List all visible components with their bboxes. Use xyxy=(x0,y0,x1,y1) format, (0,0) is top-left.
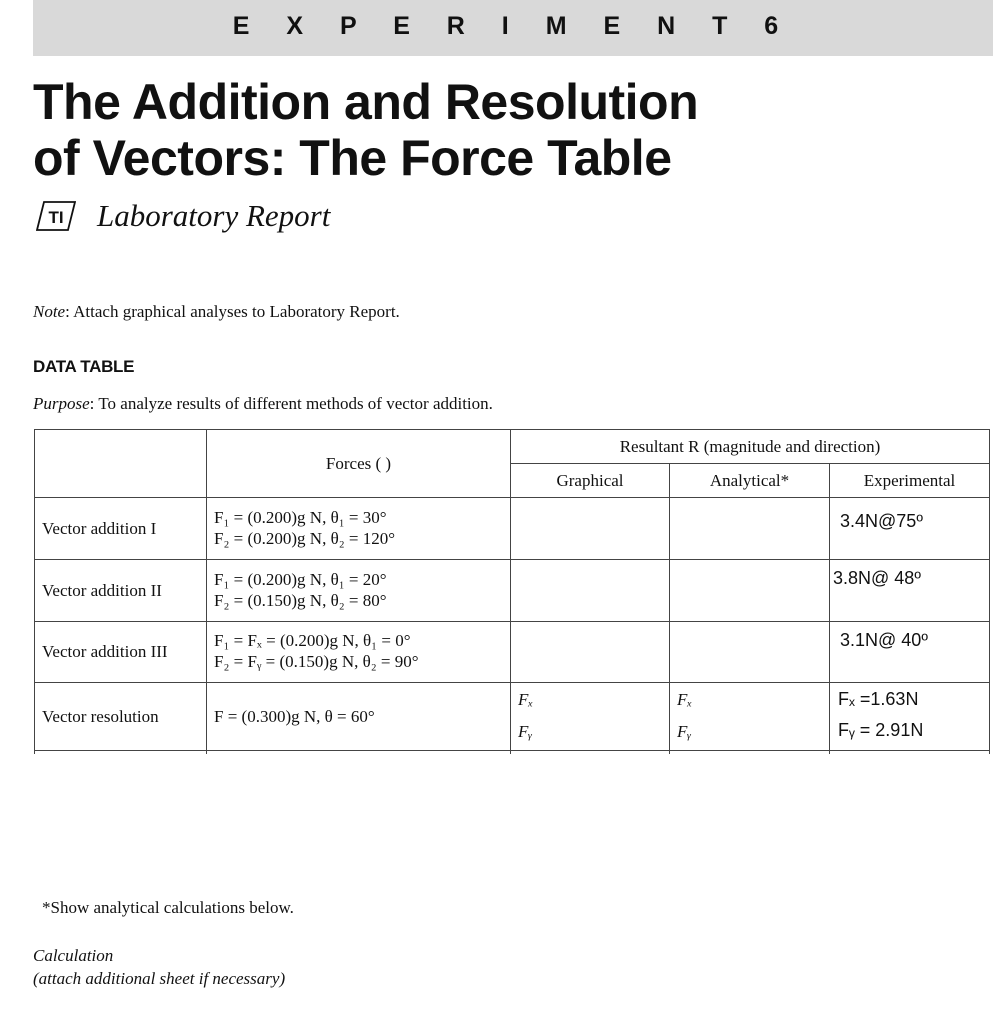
row-3-experimental: 3.1N@ 40º xyxy=(840,630,928,650)
page-title xyxy=(33,74,698,186)
table-border-right xyxy=(989,429,990,754)
row-3-force-2: F₂ = Fᵧ = (0.150)g N, θ₂ = 90° xyxy=(214,652,419,671)
title-line-2: of Vectors: The Force Table xyxy=(33,130,672,186)
row-label-vector-addition-3: Vector addition III xyxy=(42,642,168,661)
graphical-header: Graphical xyxy=(556,470,624,490)
data-table-heading: DATA TABLE xyxy=(33,357,135,376)
table-header-bottom xyxy=(34,497,990,498)
experiment-banner xyxy=(33,0,993,56)
note-text: : Attach graphical analyses to Laboratory Report. xyxy=(65,302,400,321)
row-2-force-1: F₁ = (0.200)g N, θ₁ = 20° xyxy=(214,570,387,589)
table-row-divider-2 xyxy=(34,621,990,622)
subtitle: Laboratory Report xyxy=(97,198,331,233)
ti-badge-text: TI xyxy=(48,208,64,227)
experiment-number: E X P E R I M E N T 6 xyxy=(232,12,794,40)
row-3-forces xyxy=(214,630,419,672)
calculation-instruction: (attach additional sheet if necessary) xyxy=(33,969,286,988)
table-border-left xyxy=(34,429,35,754)
row-label-vector-addition-2: Vector addition II xyxy=(42,580,162,600)
purpose-line xyxy=(33,394,493,414)
analytical-fx-label: Fₓ xyxy=(677,690,693,709)
table-row-divider-1 xyxy=(34,559,990,560)
row-3-force-1: F₁ = Fₓ = (0.200)g N, θ₁ = 0° xyxy=(214,631,411,650)
title-line-1: The Addition and Resolution xyxy=(33,74,699,130)
graphical-fx-label: Fₓ xyxy=(518,690,534,709)
table-row-divider-3 xyxy=(34,682,990,683)
forces-header: Forces ( ) xyxy=(325,453,392,473)
experimental-fx-value: Fₓ =1.63N xyxy=(838,689,919,709)
table-col-divider-3 xyxy=(669,463,670,754)
table-col-divider-4 xyxy=(829,463,830,754)
note-label: Note xyxy=(33,302,66,321)
calculation-section xyxy=(33,944,285,990)
row-1-force-2: F₂ = (0.200)g N, θ₂ = 120° xyxy=(214,529,396,548)
experimental-header: Experimental xyxy=(863,470,956,490)
row-2-force-2: F₂ = (0.150)g N, θ₂ = 80° xyxy=(214,591,387,610)
experimental-fy-value: Fᵧ = 2.91N xyxy=(838,720,924,740)
purpose-label: Purpose xyxy=(33,394,90,413)
graphical-fy-label: Fᵧ xyxy=(518,722,533,741)
note-line xyxy=(33,302,400,322)
row-1-forces xyxy=(214,507,395,549)
resultant-header: Resultant R (magnitude and direction) xyxy=(619,436,881,456)
analytical-fy-label: Fᵧ xyxy=(677,722,692,741)
analytical-header: Analytical* xyxy=(709,470,790,490)
calculation-title: Calculation xyxy=(33,946,114,965)
row-1-experimental: 3.4N@75º xyxy=(840,511,923,531)
purpose-text: : To analyze results of different methods of vector addition. xyxy=(89,394,493,413)
row-2-forces xyxy=(214,569,387,611)
table-border-bottom xyxy=(34,750,990,751)
footnote: *Show analytical calculations below. xyxy=(42,898,294,917)
row-2-experimental: 3.8N@ 48º xyxy=(833,568,921,588)
row-1-force-1: F₁ = (0.200)g N, θ₁ = 30° xyxy=(214,508,387,527)
row-label-vector-resolution: Vector resolution xyxy=(42,706,159,726)
row-label-vector-addition-1: Vector addition I xyxy=(42,518,157,538)
ti-badge-icon xyxy=(36,201,76,231)
row-4-force: F = (0.300)g N, θ = 60° xyxy=(214,707,375,726)
